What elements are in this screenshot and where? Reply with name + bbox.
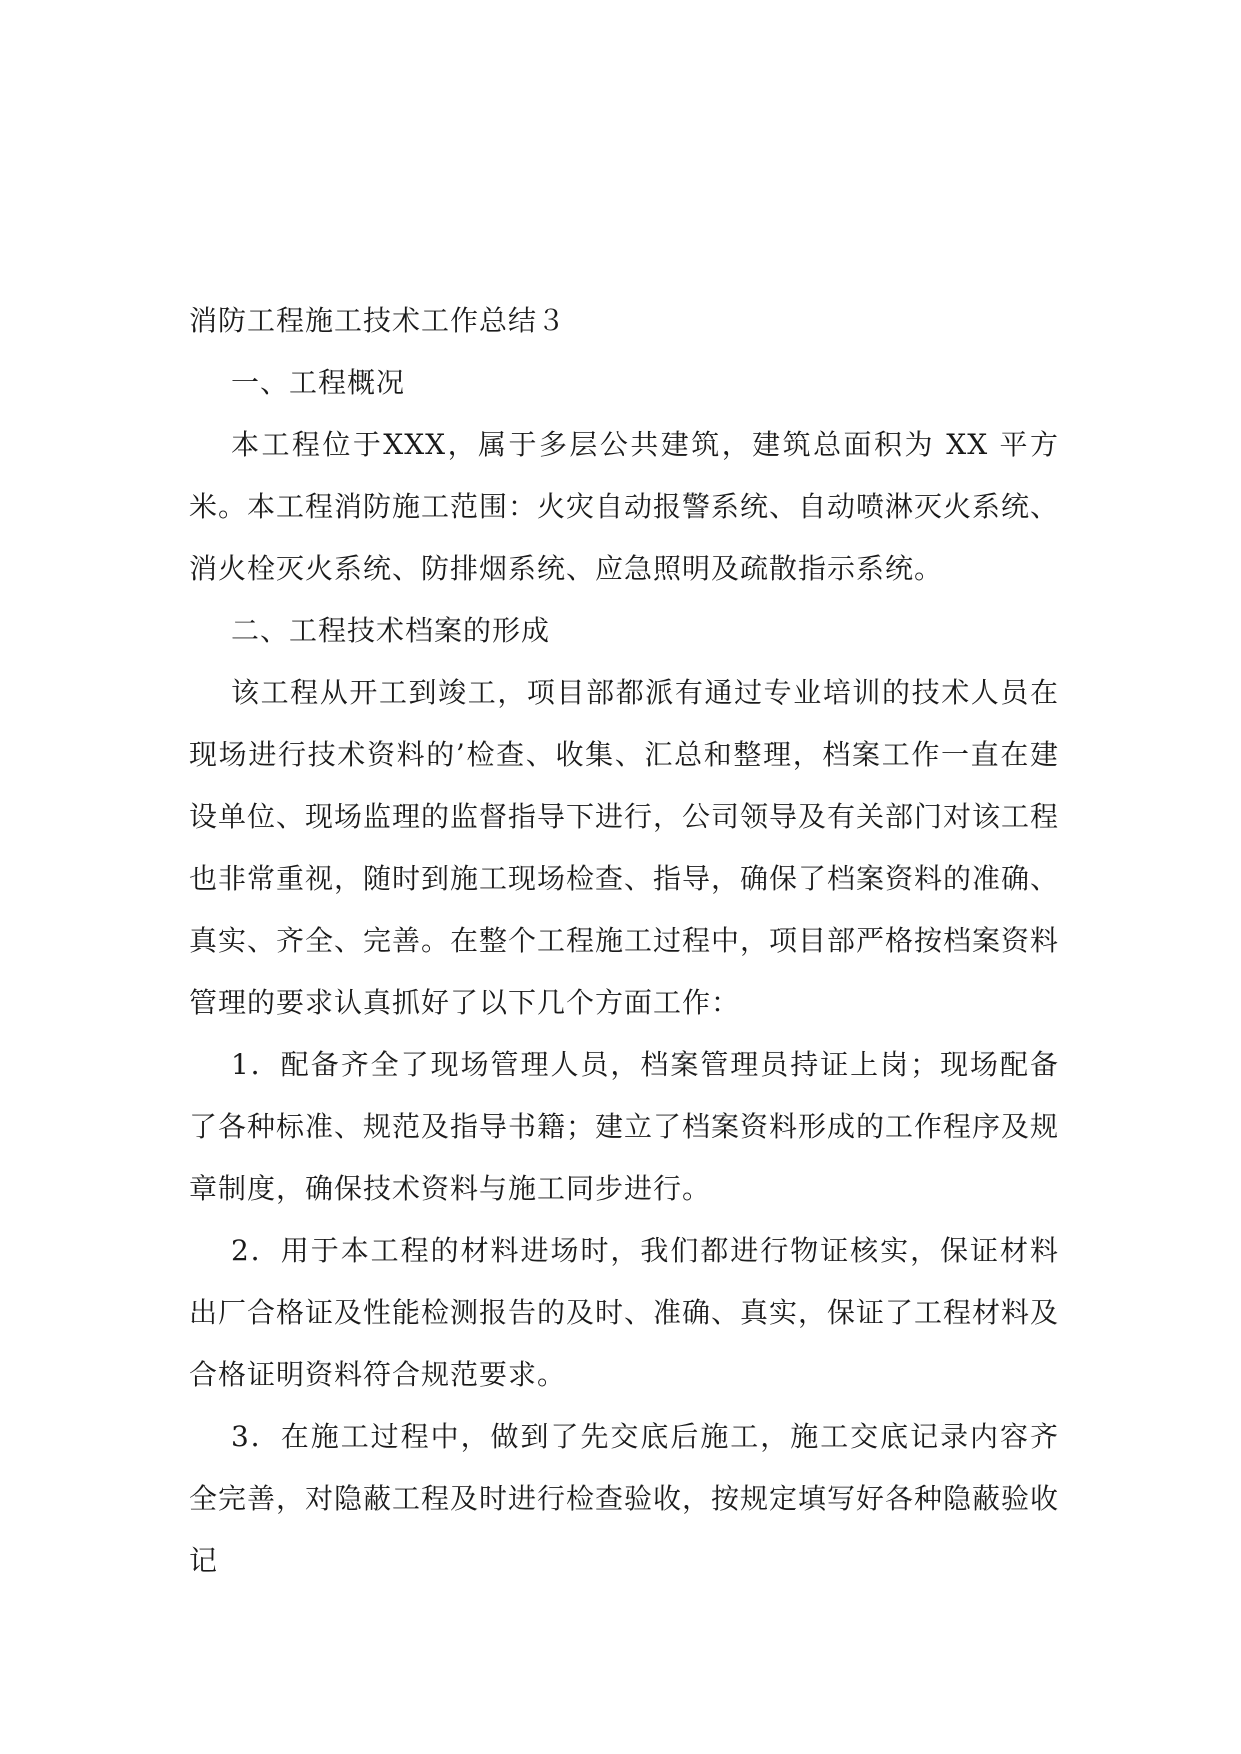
paragraph-item-1: 1．配备齐全了现场管理人员，档案管理员持证上岗；现场配备了各种标准、规范及指导书籍；建立了档案资料形成的工作程序及规章制度，确保技术资料与施工同步进行。 (189, 1048, 1060, 1205)
paragraph-overview: 本工程位于XXX，属于多层公共建筑，建筑总面积为 XX 平方米。本工程消防施工范围：火灾自动报警系统、自动喷淋灭火系统、消火栓灭火系统、防排烟系统、应急照明及疏散指示系统。 (189, 428, 1060, 585)
section-heading-overview: 一、工程概况 (231, 366, 406, 399)
section-heading-archives: 二、工程技术档案的形成 (231, 614, 551, 647)
paragraph-item-2: 2．用于本工程的材料进场时，我们都进行物证核实，保证材料出厂合格证及性能检测报告的及时、准确、真实，保证了工程材料及合格证明资料符合规范要求。 (189, 1234, 1060, 1391)
paragraph-archives-intro: 该工程从开工到竣工，项目部都派有通过专业培训的技术人员在现场进行技术资料的’检查、收集、汇总和整理，档案工作一直在建设单位、现场监理的监督指导下进行，公司领导及有关部门对该工程也非常重视，随时到施工现场检查、指导，确保了档案资料的准确、真实、齐全、完善。在整个工程施工过程中，项目部严格按档案资料管理的要求认真抓好了以下几个方面工作： (189, 676, 1060, 1019)
document-body (189, 290, 1059, 1592)
document-title: 消防工程施工技术工作总结３ (189, 304, 567, 337)
paragraph-item-3: 3．在施工过程中，做到了先交底后施工，施工交底记录内容齐全完善，对隐蔽工程及时进行检查验收，按规定填写好各种隐蔽验收记 (189, 1420, 1060, 1577)
